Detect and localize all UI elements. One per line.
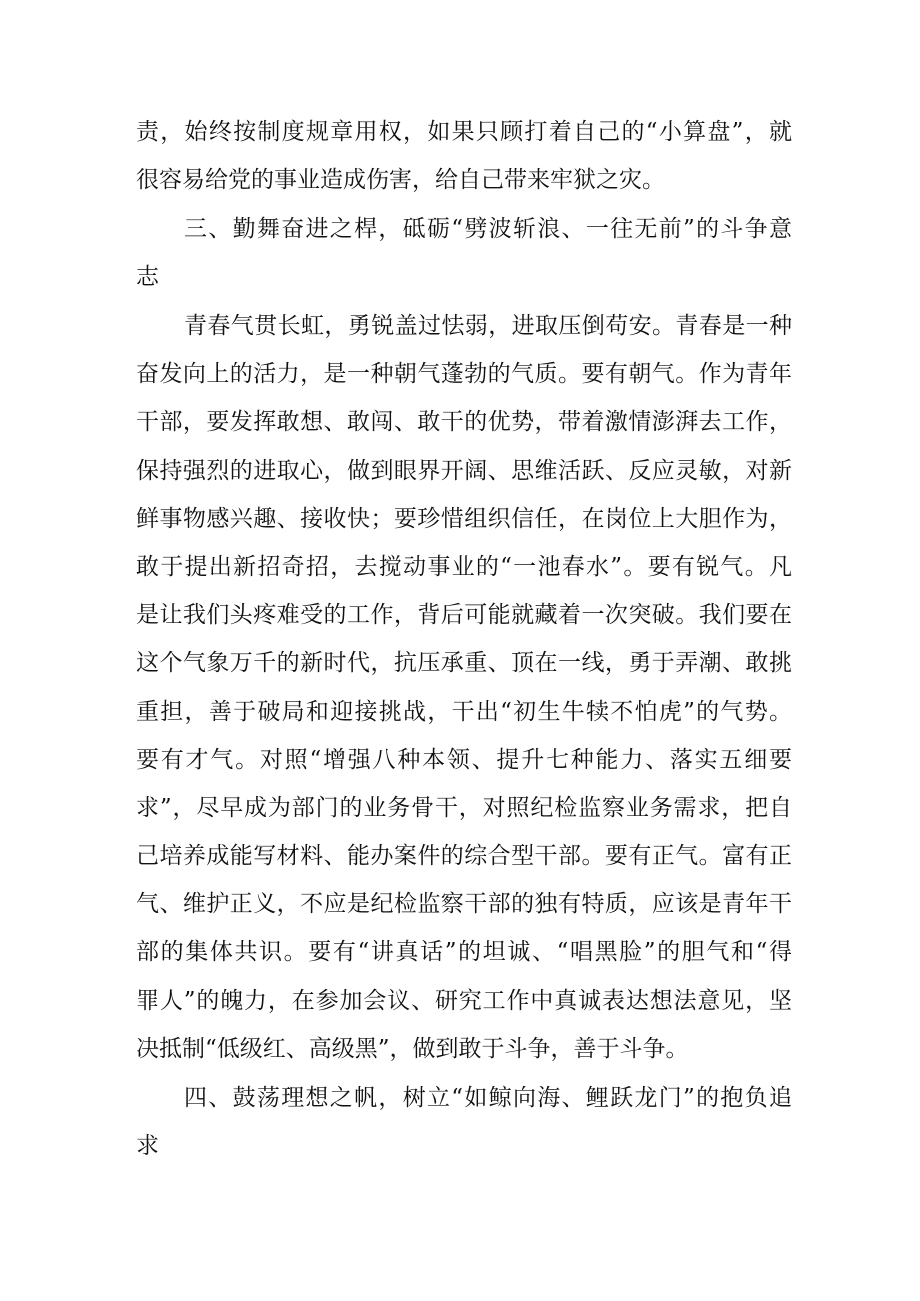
text-line: 责，始终按制度规章用权，如果只顾打着自己的“小算盘”，就 bbox=[136, 119, 792, 145]
section-heading-four bbox=[136, 1074, 792, 1170]
paragraph-main bbox=[136, 302, 792, 1073]
text-line: 很容易给党的事业造成伤害，给自己带来牢狱之灾。 bbox=[136, 167, 665, 194]
text-line: 敢于提出新招奇招，去搅动事业的“一池春水”。要有锐气。凡 bbox=[136, 553, 792, 580]
text-line: 鲜事物感兴趣、接收快；要珍惜组织信任，在岗位上大胆作为， bbox=[136, 505, 792, 532]
heading-line: 求 bbox=[136, 1133, 159, 1160]
paragraph-continuation bbox=[136, 108, 792, 204]
text-line: 青春气贯长虹，勇锐盖过怯弱，进取压倒苟安。青春是一种 bbox=[184, 313, 792, 339]
text-line: 决抵制“低级红、高级黑”，做到敢于斗争，善于斗争。 bbox=[136, 1035, 689, 1062]
text-line: 重担，善于破局和迎接挑战，干出“初生牛犊不怕虎”的气势。 bbox=[136, 698, 792, 725]
text-line: 干部，要发挥敢想、敢闯、敢干的优势，带着激情澎湃去工作， bbox=[136, 409, 792, 436]
text-line: 奋发向上的活力，是一种朝气蓬勃的气质。要有朝气。作为青年 bbox=[136, 361, 792, 388]
heading-line: 三、勤舞奋进之桿，砥砺“劈波斩浪、一往无前”的斗争意 bbox=[184, 216, 792, 242]
text-line: 己培养成能写材料、能办案件的综合型干部。要有正气。富有正 bbox=[136, 843, 792, 870]
text-line: 气、维护正义，不应是纪检监察干部的独有特质，应该是青年干 bbox=[136, 891, 792, 918]
text-line: 部的集体共识。要有“讲真话”的坦诚、“唱黑脸”的胆气和“得 bbox=[136, 939, 792, 966]
text-line: 是让我们头疼难受的工作，背后可能就藏着一次突破。我们要在 bbox=[136, 602, 792, 629]
text-line: 要有才气。对照“增强八种本领、提升七种能力、落实五细要 bbox=[136, 746, 792, 773]
heading-line: 志 bbox=[136, 264, 159, 291]
text-line: 这个气象万千的新时代，抗压承重、顶在一线，勇于弄潮、敢挑 bbox=[136, 650, 792, 677]
text-line: 求”，尽早成为部门的业务骨干，对照纪检监察业务需求，把自 bbox=[136, 794, 792, 821]
section-heading-three bbox=[136, 205, 792, 301]
heading-line: 四、鼓荡理想之帆，树立“如鲸向海、鲤跃龙门”的抱负追 bbox=[184, 1085, 792, 1111]
text-line: 保持强烈的进取心，做到眼界开阔、思维活跃、反应灵敏，对新 bbox=[136, 457, 792, 484]
text-line: 罪人”的魄力，在参加会议、研究工作中真诚表达想法意见，坚 bbox=[136, 987, 792, 1014]
